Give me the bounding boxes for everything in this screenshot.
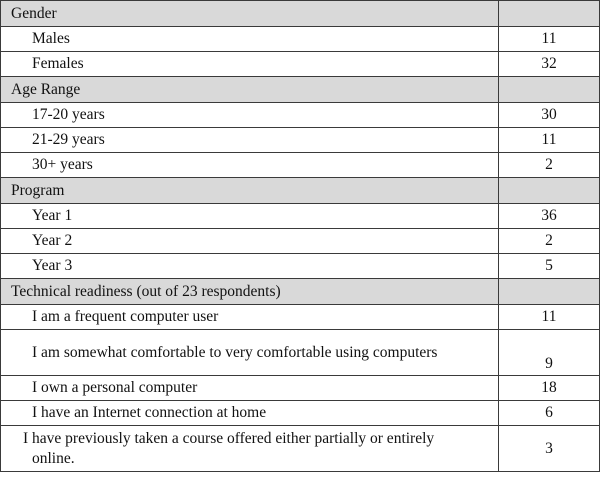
table-row (1, 229, 600, 254)
row-label: 30+ years (1, 153, 499, 178)
row-label: Females (1, 52, 499, 77)
row-value: 6 (499, 401, 600, 426)
category-label: Gender (1, 1, 499, 27)
table-row (1, 330, 600, 376)
row-value: 11 (499, 27, 600, 52)
row-value: 11 (499, 305, 600, 330)
table-row (1, 426, 600, 472)
row-label: I am a frequent computer user (1, 305, 499, 330)
table-row (1, 103, 600, 128)
row-value: 30 (499, 103, 600, 128)
table-row (1, 305, 600, 330)
category-row-technical-readiness (1, 279, 600, 305)
row-label: 17-20 years (1, 103, 499, 128)
row-label: 21-29 years (1, 128, 499, 153)
row-value: 36 (499, 204, 600, 229)
table-row (1, 376, 600, 401)
row-value: 9 (499, 330, 600, 376)
category-row-age-range (1, 77, 600, 103)
row-value: 5 (499, 254, 600, 279)
row-label: I have an Internet connection at home (1, 401, 499, 426)
category-label: Program (1, 178, 499, 204)
category-value-cell (499, 178, 600, 204)
table-row (1, 52, 600, 77)
table-row (1, 27, 600, 52)
row-label: I have previously taken a course offered either partially or entirely online. (1, 426, 499, 472)
row-label: I am somewhat comfortable to very comfortable using computers (1, 330, 499, 376)
row-label: Year 2 (1, 229, 499, 254)
row-label: Males (1, 27, 499, 52)
category-value-cell (499, 1, 600, 27)
table-row (1, 401, 600, 426)
row-label: Year 1 (1, 204, 499, 229)
category-label: Technical readiness (out of 23 respondents) (1, 279, 499, 305)
category-value-cell (499, 77, 600, 103)
row-label: Year 3 (1, 254, 499, 279)
category-row-gender (1, 1, 600, 27)
category-row-program (1, 178, 600, 204)
table-row (1, 153, 600, 178)
row-label: I own a personal computer (1, 376, 499, 401)
table-row (1, 128, 600, 153)
category-value-cell (499, 279, 600, 305)
row-value: 3 (499, 426, 600, 472)
table-row (1, 204, 600, 229)
row-value: 32 (499, 52, 600, 77)
row-value: 2 (499, 153, 600, 178)
table-row (1, 254, 600, 279)
category-label: Age Range (1, 77, 499, 103)
row-value: 18 (499, 376, 600, 401)
row-value: 11 (499, 128, 600, 153)
row-value: 2 (499, 229, 600, 254)
